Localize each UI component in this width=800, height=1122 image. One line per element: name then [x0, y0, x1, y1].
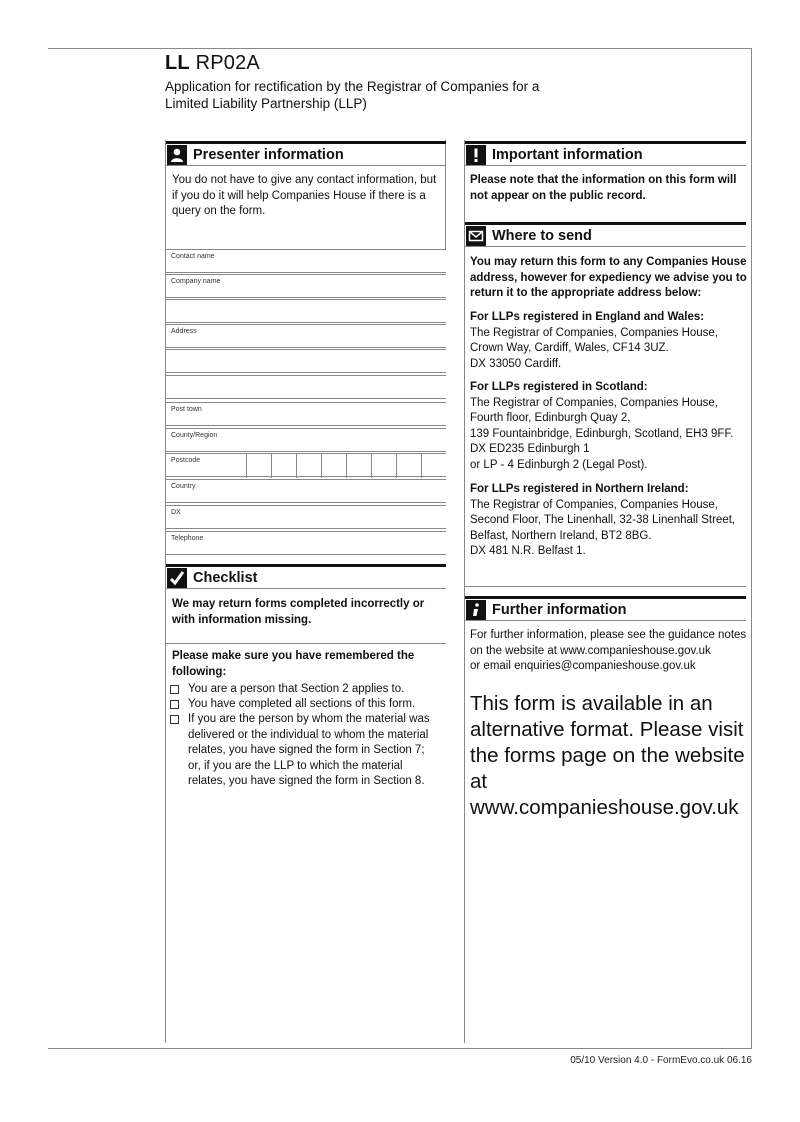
telephone-field[interactable]: Telephone — [166, 531, 446, 555]
company-name-field-line2[interactable] — [166, 299, 446, 323]
contact-name-field[interactable]: Contact name — [166, 249, 446, 273]
presenter-intro: You do not have to give any contact information, but if you do it will help Companies House if there is a query on the form. — [172, 174, 437, 217]
country-field[interactable]: Country — [166, 479, 446, 503]
further-text: For further information, please see the guidance notes on the website at www.companieshouse.gov.uk or email enquiries@companieshouse.gov.uk — [470, 629, 747, 672]
checkbox[interactable] — [170, 700, 179, 709]
presenter-heading: Presenter information — [193, 146, 344, 163]
page-top-rule — [48, 48, 752, 49]
address-field-line3[interactable] — [166, 375, 446, 399]
where-to-send-intro: You may return this form to any Companies House address, however for expediency we advise you to return it to the appropriate address below: — [470, 256, 747, 299]
exclamation-icon — [466, 145, 486, 165]
address-england: For LLPs registered in England and Wales: The Registrar of Companies, Companies House, Crown Way, Cardiff, Wales, CF14 3UZ. DX 33050 Cardiff. — [470, 311, 719, 370]
company-name-field[interactable]: Company name — [166, 274, 446, 298]
address-northern-ireland: For LLPs registered in Northern Ireland: The Registrar of Companies, Companies House, Second Floor, The Linenhall, 32-38 Linenhall Street, Belfast, Northern Ireland, BT2 8BG. DX 481 N.R. Belfast 1. — [470, 483, 736, 557]
postcode-box[interactable] — [246, 454, 268, 478]
checkbox[interactable] — [170, 715, 179, 724]
form-code: LL RP02A — [165, 52, 260, 74]
checklist-section-header — [166, 564, 446, 589]
version-footer: 05/10 Version 4.0 - FormEvo.co.uk 06.16 — [570, 1055, 752, 1066]
where-to-send-section-header — [465, 222, 746, 247]
envelope-icon — [466, 226, 486, 246]
checklist-prompt: Please make sure you have remembered the following: — [172, 650, 415, 678]
info-icon — [466, 600, 486, 620]
postcode-box[interactable] — [396, 454, 418, 478]
person-icon — [167, 145, 187, 165]
where-to-send-divider — [465, 586, 746, 587]
presenter-section-header — [166, 141, 446, 166]
checklist-item[interactable]: You are a person that Section 2 applies to. — [170, 682, 440, 698]
address-field-line2[interactable] — [166, 349, 446, 373]
postcode-box[interactable] — [321, 454, 343, 478]
further-section-header — [465, 596, 746, 621]
county-region-field[interactable]: County/Region — [166, 428, 446, 452]
alternative-format-notice: This form is available in an alternative format. Please visit the forms page on the website at www.companieshouse.gov.uk — [470, 692, 745, 819]
form-title: Application for rectification by the Registrar of Companies for a Limited Liability Partnership (LLP) — [165, 79, 540, 111]
postcode-box[interactable] — [296, 454, 318, 478]
postcode-box[interactable] — [271, 454, 293, 478]
where-to-send-heading: Where to send — [492, 227, 592, 244]
postcode-box[interactable] — [421, 454, 443, 478]
page-right-rule — [751, 48, 752, 1048]
important-text: Please note that the information on this form will not appear on the public record. — [470, 174, 737, 202]
checkmark-icon — [167, 568, 187, 588]
postcode-box[interactable] — [371, 454, 393, 478]
page-bottom-rule — [48, 1048, 752, 1049]
right-column-rule — [464, 140, 465, 1043]
postcode-field[interactable]: Postcode — [166, 453, 446, 477]
checklist-item[interactable]: If you are the person by whom the material was delivered or the individual to whom the material relates, you have signed the form in Section 7; or, if you are the LLP to which the material relates, you have signed the form in Section 8. — [170, 712, 440, 790]
postcode-box[interactable] — [346, 454, 368, 478]
checklist-item[interactable]: You have completed all sections of this form. — [170, 697, 440, 713]
checkbox[interactable] — [170, 685, 179, 694]
post-town-field[interactable]: Post town — [166, 402, 446, 426]
important-heading: Important information — [492, 146, 643, 163]
further-heading: Further information — [492, 601, 627, 618]
checklist-warning: We may return forms completed incorrectly or with information missing. — [172, 598, 425, 626]
checklist-divider — [166, 643, 446, 644]
dx-field[interactable]: DX — [166, 505, 446, 529]
important-section-header — [465, 141, 746, 166]
address-field[interactable]: Address — [166, 324, 446, 348]
address-scotland: For LLPs registered in Scotland: The Registrar of Companies, Companies House, Fourth floor, Edinburgh Quay 2, 139 Fountainbridge, Edinburgh, Scotland, EH3 9FF. DX ED235 Edinburgh 1 or LP - 4 Edinburgh 2 (Legal Post). — [470, 381, 734, 471]
checklist-heading: Checklist — [193, 569, 258, 586]
